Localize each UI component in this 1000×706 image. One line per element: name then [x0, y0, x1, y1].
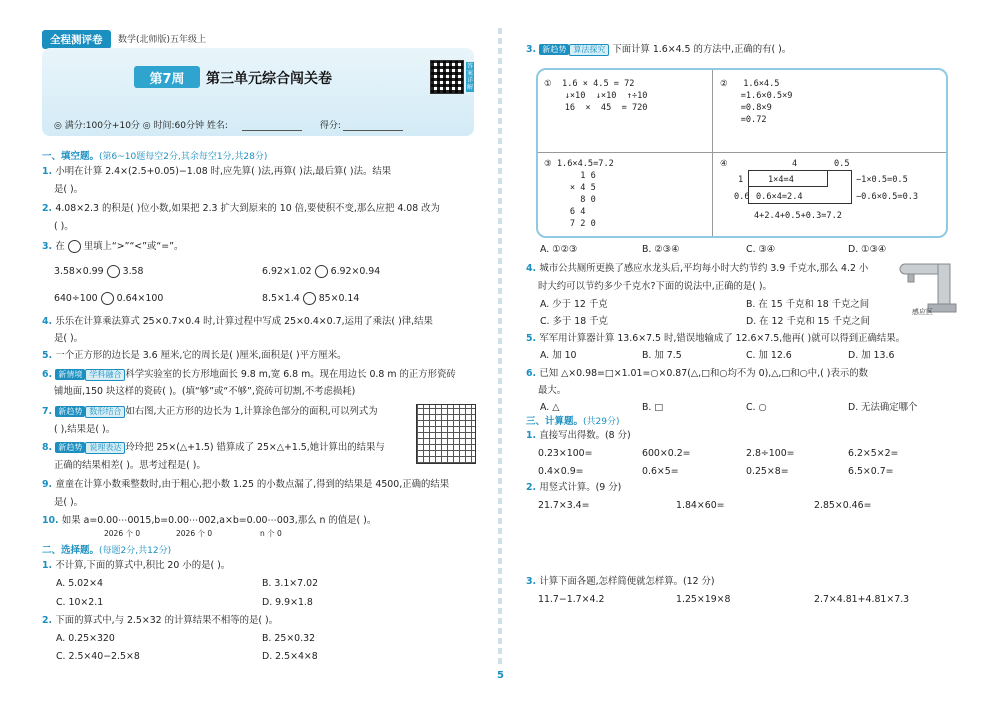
grid-square-figure: [416, 404, 476, 464]
choice-q6-d[interactable]: D. 无法确定哪个: [848, 402, 918, 413]
choice-q4-a[interactable]: A. 少于 12 千克: [540, 299, 608, 310]
choice-q4-c[interactable]: C. 多于 18 千克: [540, 316, 608, 327]
choice-q2: 2. 下面的算式中,与 2.5×32 的计算结果不相等的是( )。: [42, 615, 279, 626]
section-2-label: 二、选择题。: [42, 545, 100, 556]
vertical-calc-3: 2.85×0.46=: [814, 500, 872, 511]
direct-calc-8: 6.5×0.7=: [848, 466, 894, 477]
badge-new-trend-2: 新趋势: [55, 442, 85, 453]
choice-q5-d[interactable]: D. 加 13.6: [848, 350, 895, 361]
fill-q6: 6. 新情境 学科融合 科学实验室的长方形地面长 9.8 m,宽 6.8 m。现在用边长 0.8 m 的正方形瓷砖: [42, 369, 456, 380]
compare-4: [262, 292, 359, 305]
methods-horizontal-divider: [538, 152, 946, 153]
section-2-title: [42, 542, 171, 556]
direct-calc-3: 2.8÷100=: [746, 448, 795, 459]
circle-blank-icon: [68, 240, 81, 253]
fill-q1: 1. 小明在计算 2.4×(2.5+0.05)−1.08 时,应先算( )法,再算( )法,最后算( )法。结果: [42, 166, 392, 177]
section-3-title: [526, 413, 620, 427]
compare-3-right: 0.64×100: [116, 293, 164, 304]
fill-q8: 8. 新趋势 说理表达 玲玲把 25×(△+1.5) 错算成了 25×△+1.5,她计算出的结果与: [42, 442, 385, 453]
choice-q1: 1. 不计算,下面的算式中,积比 20 小的是( )。: [42, 560, 231, 571]
choice-q5-b[interactable]: B. 加 7.5: [642, 350, 682, 361]
badge-new-context: 新情境: [55, 369, 85, 380]
method-4-cell-a: 1×4=4: [768, 175, 794, 185]
calc-q3-text: 计算下面各题,怎样简便就怎样算。(12 分): [539, 576, 715, 587]
fill-q10-under-a: 2026 个 0: [104, 529, 141, 538]
score-label: 得分:: [319, 121, 341, 131]
method-4-width-b: 0.5: [834, 159, 850, 169]
calc-q2-text: 用竖式计算。(9 分): [539, 482, 622, 493]
compare-4-right: 85×0.14: [318, 293, 360, 304]
compare-1: [54, 265, 143, 278]
page-number: 5: [497, 670, 504, 681]
calc-q1: 1. 直接写出得数。(8 分): [526, 430, 631, 441]
fill-q2-text: 4.08×2.3 的积是( )位小数,如果把 2.3 扩大到原来的 10 倍,要使积不变,那么应把 4.08 改为: [55, 203, 440, 214]
choice-q2-c[interactable]: C. 2.5×40−2.5×8: [56, 651, 140, 662]
fill-q10-under-c: n 个 0: [260, 529, 282, 538]
compare-2: [262, 265, 380, 278]
fill-q2-cont: ( )。: [54, 221, 74, 232]
badge-new-trend-3: 新趋势: [539, 44, 569, 55]
choice-q5-a[interactable]: A. 加 10: [540, 350, 577, 361]
direct-calc-1: 0.23×100=: [538, 448, 593, 459]
section-1-label: 一、填空题。: [42, 151, 100, 162]
fill-q7: 7. 新趋势 数形结合 如右图,大正方形的边长为 1,计算涂色部分的面积,可以列式为: [42, 406, 378, 417]
faucet-icon: [898, 258, 958, 316]
calc-q1-text: 直接写出得数。(8 分): [539, 430, 631, 441]
book-subtitle: 数学(北师版)五年级上: [118, 35, 207, 45]
choice-q4-cont: 时大约可以节约多少千克水?下面的说法中,正确的是( )。: [538, 281, 772, 292]
method-1: ① 1.6 × 4.5 = 72 ↓×10 ↓×10 ↑÷10 16 × 45 = 720: [544, 79, 648, 113]
qr-code-icon: [430, 60, 464, 94]
fill-q8-cont: 正确的结果相差( )。思考过程是( )。: [54, 460, 206, 471]
choice-q1-a[interactable]: A. 5.02×4: [56, 578, 103, 589]
simplify-calc-1: 11.7−1.7×4.2: [538, 594, 605, 605]
fill-q9-text: 童童在计算小数乘整数时,由于粗心,把小数 1.25 的小数点漏了,得到的结果是 4500,正确的结果: [55, 479, 450, 490]
fill-q4-text: 乐乐在计算乘法算式 25×0.7×0.4 时,计算过程中写成 25×0.4×0.7,运用了乘法( )律,结果: [55, 316, 433, 327]
fill-q6-text: 科学实验室的长方形地面长 9.8 m,宽 6.8 m。现在用边长 0.8 m 的正方形瓷砖: [125, 369, 456, 380]
fill-q3: 3. 在 里填上“>”“<”或“=”。: [42, 241, 184, 252]
choice-q1-d[interactable]: D. 9.9×1.8: [262, 597, 313, 608]
methods-vertical-divider: [712, 70, 713, 236]
choice-q2-b[interactable]: B. 25×0.32: [262, 633, 316, 644]
method-4: ④: [720, 159, 728, 169]
choice-q1-b[interactable]: B. 3.1×7.02: [262, 578, 319, 589]
direct-calc-4: 6.2×5×2=: [848, 448, 899, 459]
simplify-calc-2: 1.25×19×8: [676, 594, 731, 605]
choice-q1-text: 不计算,下面的算式中,积比 20 小的是( )。: [55, 560, 231, 571]
method-4-height-a: 1: [738, 175, 744, 185]
fill-q10: 10. 如果 a=0.00⋯0015,b=0.00⋯002,a×b=0.00⋯003,那么 n 的值是( )。: [42, 515, 377, 526]
choice-q5-c[interactable]: C. 加 12.6: [746, 350, 792, 361]
fill-q7-text: 如右图,大正方形的边长为 1,计算涂色部分的面积,可以列式为: [125, 406, 378, 417]
compare-4-left: 8.5×1.4: [262, 293, 300, 304]
fill-q1-text: 小明在计算 2.4×(2.5+0.05)−1.08 时,应先算( )法,再算( )法,最后算( )法。结果: [55, 166, 392, 177]
badge-shape-number: 数形结合: [85, 406, 125, 418]
fill-q3-text-b: 里填上“>”“<”或“=”。: [83, 241, 184, 252]
direct-calc-2: 600×0.2=: [642, 448, 691, 459]
fill-q5-text: 一个正方形的边长是 3.6 厘米,它的周长是( )厘米,面积是( )平方厘米。: [55, 350, 347, 361]
page-title: 第三单元综合闯关卷: [206, 71, 332, 87]
choice-q6: 6. 已知 △×0.98=□×1.01=○×0.87(△,□和○均不为 0),△,□和○中,( )表示的数: [526, 368, 868, 379]
compare-2-right: 6.92×0.94: [330, 266, 381, 277]
section-2-note: (每题2分,共12分): [99, 546, 172, 556]
exam-info: [54, 118, 417, 131]
compare-1-circle[interactable]: [107, 265, 120, 278]
choice-q3-text: 下面计算 1.6×4.5 的方法中,正确的有( )。: [612, 44, 792, 55]
calc-q2: 2. 用竖式计算。(9 分): [526, 482, 622, 493]
choice-q6-b[interactable]: B. □: [642, 402, 664, 413]
section-3-note: (共29分): [583, 417, 620, 427]
section-1-title: [42, 148, 267, 162]
compare-3: [54, 292, 163, 305]
fill-q9: 9. 童童在计算小数乘整数时,由于粗心,把小数 1.25 的小数点漏了,得到的结果是 4500,正确的结果: [42, 479, 450, 490]
compare-4-circle[interactable]: [303, 292, 316, 305]
fill-q10-under-b: 2026 个 0: [176, 529, 213, 538]
name-field[interactable]: [242, 123, 302, 131]
choice-q3-b[interactable]: B. ②③④: [642, 244, 680, 255]
method-2: ② 1.6×4.5 =1.6×0.5×9 =0.8×9 =0.72: [720, 79, 793, 125]
fill-q7-cont: ( ),结果是( )。: [54, 424, 116, 435]
method-3: ③ 1.6×4.5=7.2 1 6 × 4 5 8 0 6 4 7 2 0: [544, 159, 614, 229]
title-banner: [42, 48, 474, 136]
fill-q8-text: 玲玲把 25×(△+1.5) 错算成了 25×△+1.5,她计算出的结果与: [125, 442, 385, 453]
method-4-cell-d: −0.6×0.5=0.3: [856, 192, 919, 202]
calc-q3: 3. 计算下面各题,怎样简便就怎样算。(12 分): [526, 576, 715, 587]
method-4-cell-b: 0.6×4=2.4: [756, 192, 803, 202]
choice-q4-d[interactable]: D. 在 12 千克和 15 千克之间: [746, 316, 870, 327]
direct-calc-7: 0.25×8=: [746, 466, 789, 477]
compare-3-circle[interactable]: [101, 292, 114, 305]
compare-3-left: 640÷100: [54, 293, 98, 304]
fill-q6-cont: 铺地面,150 块这样的瓷砖( )。(填“够”或“不够”,瓷砖可切割,不考虑损耗): [54, 386, 356, 397]
exam-info-text: ◎ 满分:100分+10分 ◎ 时间:60分钟 姓名:: [54, 121, 228, 131]
fill-q4-cont: 是( )。: [54, 333, 84, 344]
badge-reasoning: 说理表达: [85, 442, 125, 454]
method-4-sum: 4+2.4+0.5+0.3=7.2: [754, 211, 842, 221]
qr-label: 答案详解: [466, 63, 473, 91]
direct-calc-5: 0.4×0.9=: [538, 466, 584, 477]
choice-q3-a[interactable]: A. ①②③: [540, 244, 578, 255]
right-column: [500, 0, 1000, 706]
fill-q3-text-a: 在: [55, 241, 65, 252]
choice-q4-text: 城市公共厕所更换了感应水龙头后,平均每小时大约节约 3.9 千克水,那么 4.2 小: [539, 263, 869, 274]
choice-q6-a[interactable]: A. △: [540, 402, 560, 413]
compare-1-left: 3.58×0.99: [54, 266, 104, 277]
choice-q6-cont: 最大。: [538, 385, 567, 396]
compare-2-circle[interactable]: [315, 265, 328, 278]
fill-q2: 2. 4.08×2.3 的积是( )位小数,如果把 2.3 扩大到原来的 10 倍,要使积不变,那么应把 4.08 改为: [42, 203, 440, 214]
direct-calc-6: 0.6×5=: [642, 466, 679, 477]
faucet-label: 感应区: [912, 308, 933, 316]
choice-q3-c[interactable]: C. ③④: [746, 244, 776, 255]
fill-q10-text: 如果 a=0.00⋯0015,b=0.00⋯002,a×b=0.00⋯003,那么 n 的值是( )。: [61, 515, 377, 526]
vertical-calc-1: 21.7×3.4=: [538, 500, 590, 511]
choice-q6-c[interactable]: C. ○: [746, 402, 767, 413]
fill-q5: 5. 一个正方形的边长是 3.6 厘米,它的周长是( )厘米,面积是( )平方厘米。: [42, 350, 347, 361]
method-4-cell-c: −1×0.5=0.5: [856, 175, 908, 185]
choice-q6-text: 已知 △×0.98=□×1.01=○×0.87(△,□和○均不为 0),△,□和○中,( )表示的数: [539, 368, 868, 379]
week-badge: 第7周: [134, 66, 200, 88]
methods-panel: [536, 68, 948, 238]
choice-q2-d[interactable]: D. 2.5×4×8: [262, 651, 318, 662]
choice-q3-d[interactable]: D. ①③④: [848, 244, 887, 255]
choice-q2-text: 下面的算式中,与 2.5×32 的计算结果不相等的是( )。: [55, 615, 279, 626]
method-4-width-a: 4: [792, 159, 798, 169]
choice-q5: 5. 军军用计算器计算 13.6×7.5 时,错误地输成了 12.6×7.5,他再( )就可以得到正确结果。: [526, 333, 905, 344]
badge-cross-subject: 学科融合: [85, 369, 125, 381]
vertical-calc-2: 1.84×60=: [676, 500, 725, 511]
compare-1-right: 3.58: [122, 266, 144, 277]
section-1-note: (第6~10题每空2分,其余每空1分,共28分): [99, 152, 268, 162]
method-4-height-b: 0.6: [734, 192, 750, 202]
choice-q5-text: 军军用计算器计算 13.6×7.5 时,错误地输成了 12.6×7.5,他再( )就可以得到正确结果。: [539, 333, 905, 344]
section-3-label: 三、计算题。: [526, 416, 584, 427]
choice-q4-b[interactable]: B. 在 15 千克和 18 千克之间: [746, 299, 870, 310]
badge-algorithm: 算法探究: [569, 44, 609, 56]
choice-q2-a[interactable]: A. 0.25×320: [56, 633, 115, 644]
choice-q1-c[interactable]: C. 10×2.1: [56, 597, 104, 608]
simplify-calc-3: 2.7×4.81+4.81×7.3: [814, 594, 910, 605]
fill-q1-cont: 是( )。: [54, 184, 84, 195]
compare-2-left: 6.92×1.02: [262, 266, 312, 277]
choice-q4: 4. 城市公共厕所更换了感应水龙头后,平均每小时大约节约 3.9 千克水,那么 4.2 小: [526, 263, 869, 274]
score-field[interactable]: [343, 123, 403, 131]
series-tag: 全程测评卷: [42, 30, 111, 49]
fill-q4: 4. 乐乐在计算乘法算式 25×0.7×0.4 时,计算过程中写成 25×0.4×0.7,运用了乘法( )律,结果: [42, 316, 433, 327]
fill-q9-cont: 是( )。: [54, 497, 84, 508]
badge-new-trend: 新趋势: [55, 406, 85, 417]
choice-q3: 3. 新趋势 算法探究 下面计算 1.6×4.5 的方法中,正确的有( )。: [526, 44, 792, 55]
